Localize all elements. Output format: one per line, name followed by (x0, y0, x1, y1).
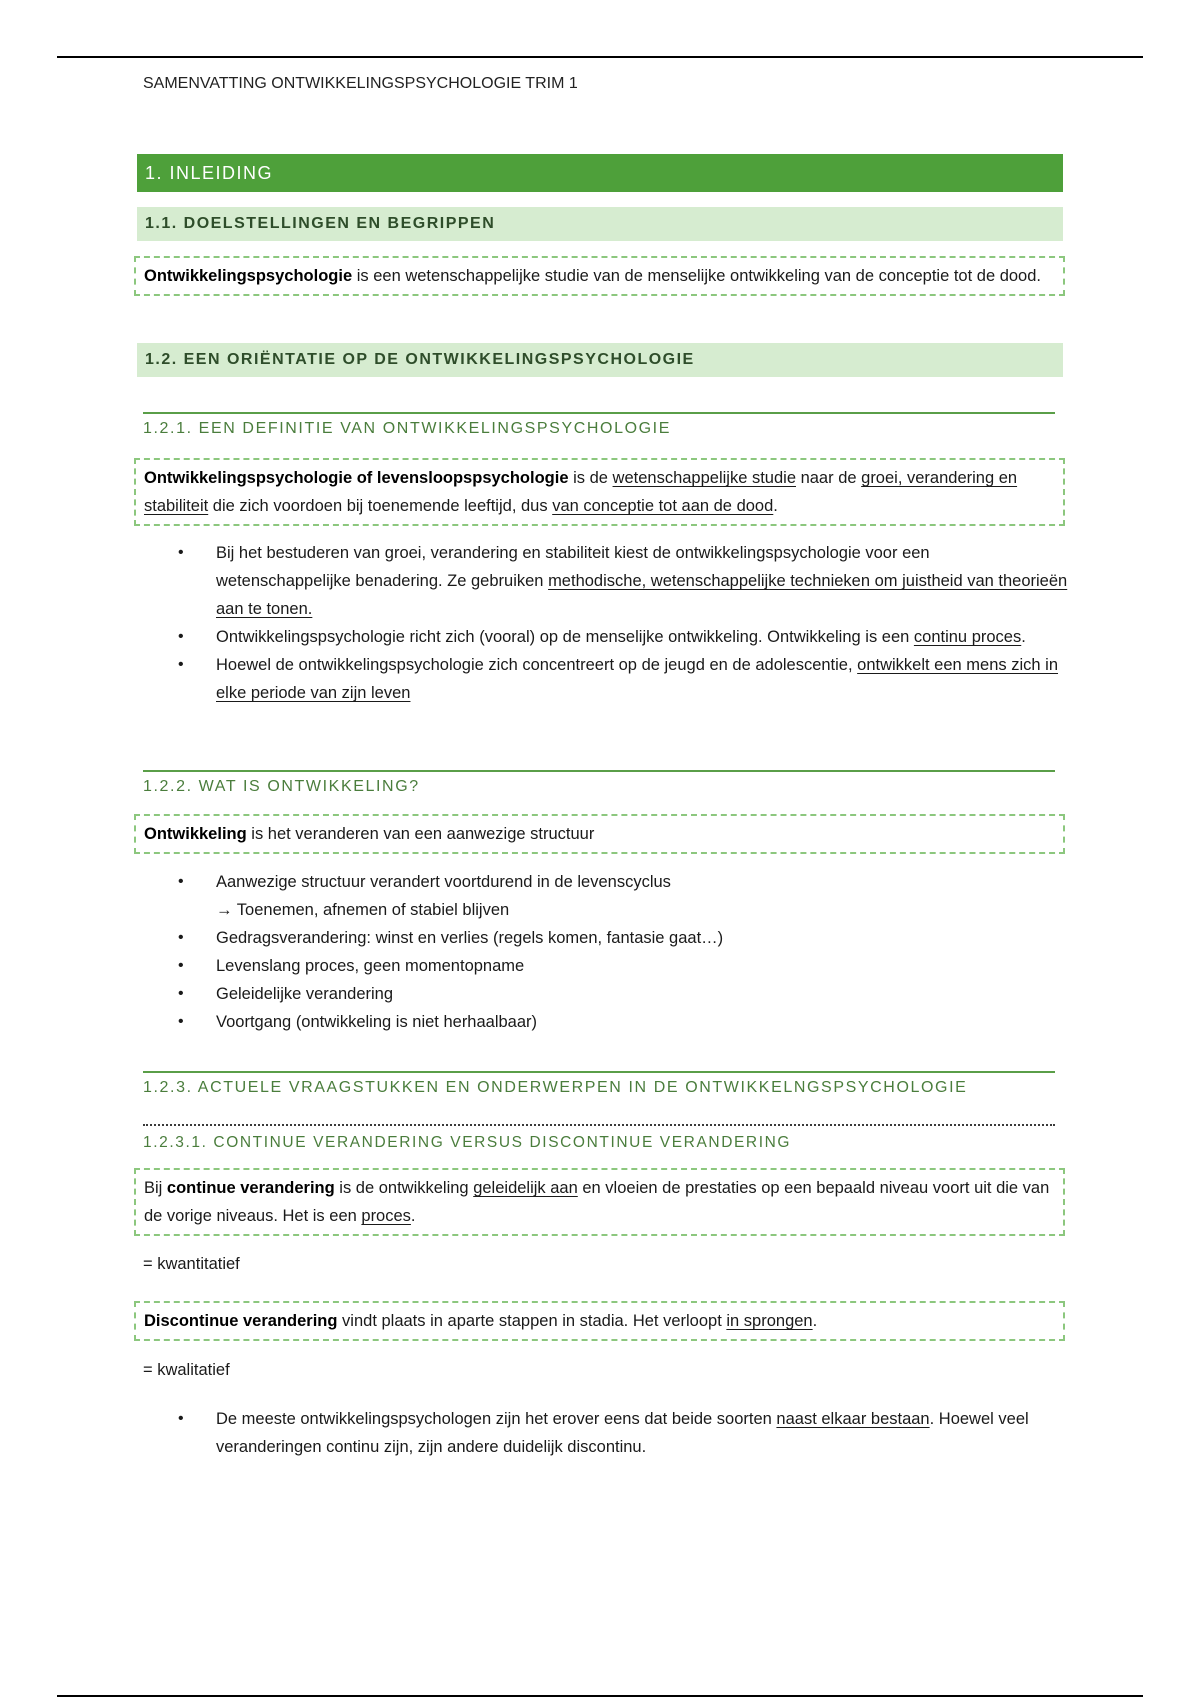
definition-text: is het veranderen van een aanwezige structuur (246, 825, 595, 843)
underlined-text: groei, verandering en stabiliteit (144, 469, 1018, 515)
heading-1-inleiding: 1. INLEIDING (137, 154, 1063, 192)
heading-1-1: 1.1. DOELSTELLINGEN EN BEGRIPPEN (137, 207, 1063, 241)
definition-text: die zich voordoen bij toenemende leeftijd, dus (208, 497, 553, 515)
definition-box-levensloop (134, 458, 1065, 526)
definition-term: Ontwikkeling (144, 825, 247, 843)
definition-text: Bij (144, 1179, 167, 1197)
definition-box-discontinue (134, 1301, 1065, 1341)
list-text: Aanwezige structuur verandert voortdurend in de levenscyclus (216, 873, 671, 891)
definition-text: . (773, 497, 778, 515)
definition-box-ontwikkelingspsychologie (134, 256, 1065, 296)
underlined-text: proces (361, 1207, 411, 1225)
underlined-text: in sprongen (726, 1312, 813, 1330)
bullet-list-ontwikkeling (178, 868, 1068, 1036)
document-header: SAMENVATTING ONTWIKKELINGSPSYCHOLOGIE TRIM 1 (143, 75, 578, 92)
underlined-text: van conceptie tot aan de dood (552, 497, 774, 515)
heading-1-2-1: 1.2.1. EEN DEFINITIE VAN ONTWIKKELINGSPSYCHOLOGIE (143, 412, 1055, 438)
bullet-icon: • (178, 873, 184, 890)
bullet-icon: • (178, 1410, 184, 1427)
underlined-text: methodische, wetenschappelijke technieken om juistheid van theorieën aan te tonen. (216, 572, 1068, 618)
definition-box-ontwikkeling (134, 814, 1065, 854)
note-kwalitatief: = kwalitatief (143, 1361, 230, 1379)
list-text: Gedragsverandering: winst en verlies (regels komen, fantasie gaat…) (216, 929, 724, 947)
list-item (178, 1008, 1068, 1036)
bottom-rule (57, 1695, 1143, 1697)
bullet-list-definition (178, 539, 1068, 707)
list-text: Geleidelijke verandering (216, 985, 394, 1003)
bullet-icon: • (178, 929, 184, 946)
top-rule (57, 56, 1143, 58)
underlined-text: naast elkaar bestaan (776, 1410, 930, 1428)
definition-term: Discontinue verandering (144, 1312, 338, 1330)
heading-1-2-2: 1.2.2. WAT IS ONTWIKKELING? (143, 770, 1055, 796)
list-text: De meeste ontwikkelingspsychologen zijn het erover eens dat beide soorten (216, 1410, 777, 1428)
bullet-icon: • (178, 985, 184, 1002)
list-text: Levenslang proces, geen momentopname (216, 957, 525, 975)
bullet-list-continue (178, 1405, 1068, 1461)
definition-term: Ontwikkelingspsychologie of levensloopspsychologie (144, 469, 569, 487)
bullet-icon: • (178, 544, 184, 561)
list-item (178, 539, 1068, 623)
definition-text: naar de (796, 469, 862, 487)
underlined-text: geleidelijk aan (473, 1179, 578, 1197)
list-text: . (1021, 628, 1026, 646)
definition-term: Ontwikkelingspsychologie (144, 267, 353, 285)
bullet-icon: • (178, 1013, 184, 1030)
heading-1-2: 1.2. EEN ORIËNTATIE OP DE ONTWIKKELINGSPSYCHOLOGIE (137, 343, 1063, 377)
heading-1-2-3: 1.2.3. ACTUELE VRAAGSTUKKEN EN ONDERWERPEN IN DE ONTWIKKELNGSPSYCHOLOGIE (143, 1071, 1055, 1097)
list-item (178, 952, 1068, 980)
list-text: Bij het bestuderen van groei, verandering en stabiliteit kiest de ontwikkelingspsychologie voor een wetenschappelijke benadering. Ze gebruiken (216, 544, 930, 590)
definition-text: en vloeien de prestaties op een bepaald niveau voort uit die van de vorige niveaus. Het is een (144, 1179, 1050, 1225)
note-kwantitatief: = kwantitatief (143, 1255, 240, 1273)
definition-text: is de ontwikkeling (334, 1179, 474, 1197)
list-text: . Hoewel veel veranderingen continu zijn, zijn andere duidelijk discontinu. (216, 1410, 1029, 1456)
definition-text: is een wetenschappelijke studie van de menselijke ontwikkeling van de conceptie tot de dood. (352, 267, 1041, 285)
list-text: Ontwikkelingspsychologie richt zich (vooral) op de menselijke ontwikkeling. Ontwikkeling is een (216, 628, 914, 646)
list-subtext: → Toenemen, afnemen of stabiel blijven (216, 901, 510, 919)
list-item (178, 980, 1068, 1008)
list-item (178, 623, 1068, 651)
definition-box-continue (134, 1168, 1065, 1236)
definition-term: continue verandering (166, 1179, 335, 1197)
definition-text: . (812, 1312, 818, 1330)
list-item (178, 1405, 1068, 1461)
list-item (178, 924, 1068, 952)
bullet-icon: • (178, 656, 184, 673)
bullet-icon: • (178, 628, 184, 645)
list-item (178, 651, 1068, 707)
underlined-text: continu proces (913, 628, 1022, 646)
definition-text: vindt plaats in aparte stappen in stadia. Het verloopt (337, 1312, 727, 1330)
bullet-icon: • (178, 957, 184, 974)
definition-text: is de (568, 469, 613, 487)
list-text: Voortgang (ontwikkeling is niet herhaalbaar) (216, 1013, 538, 1031)
list-item (178, 868, 1068, 924)
heading-1-2-3-1: 1.2.3.1. CONTINUE VERANDERING VERSUS DISCONTINUE VERANDERING (143, 1124, 1055, 1152)
underlined-text: ontwikkelt een mens zich in elke periode van zijn leven (216, 656, 1059, 702)
definition-text: . (410, 1207, 416, 1225)
list-text: Hoewel de ontwikkelingspsychologie zich concentreert op de jeugd en de adolescentie, (216, 656, 858, 674)
underlined-text: wetenschappelijke studie (612, 469, 796, 487)
